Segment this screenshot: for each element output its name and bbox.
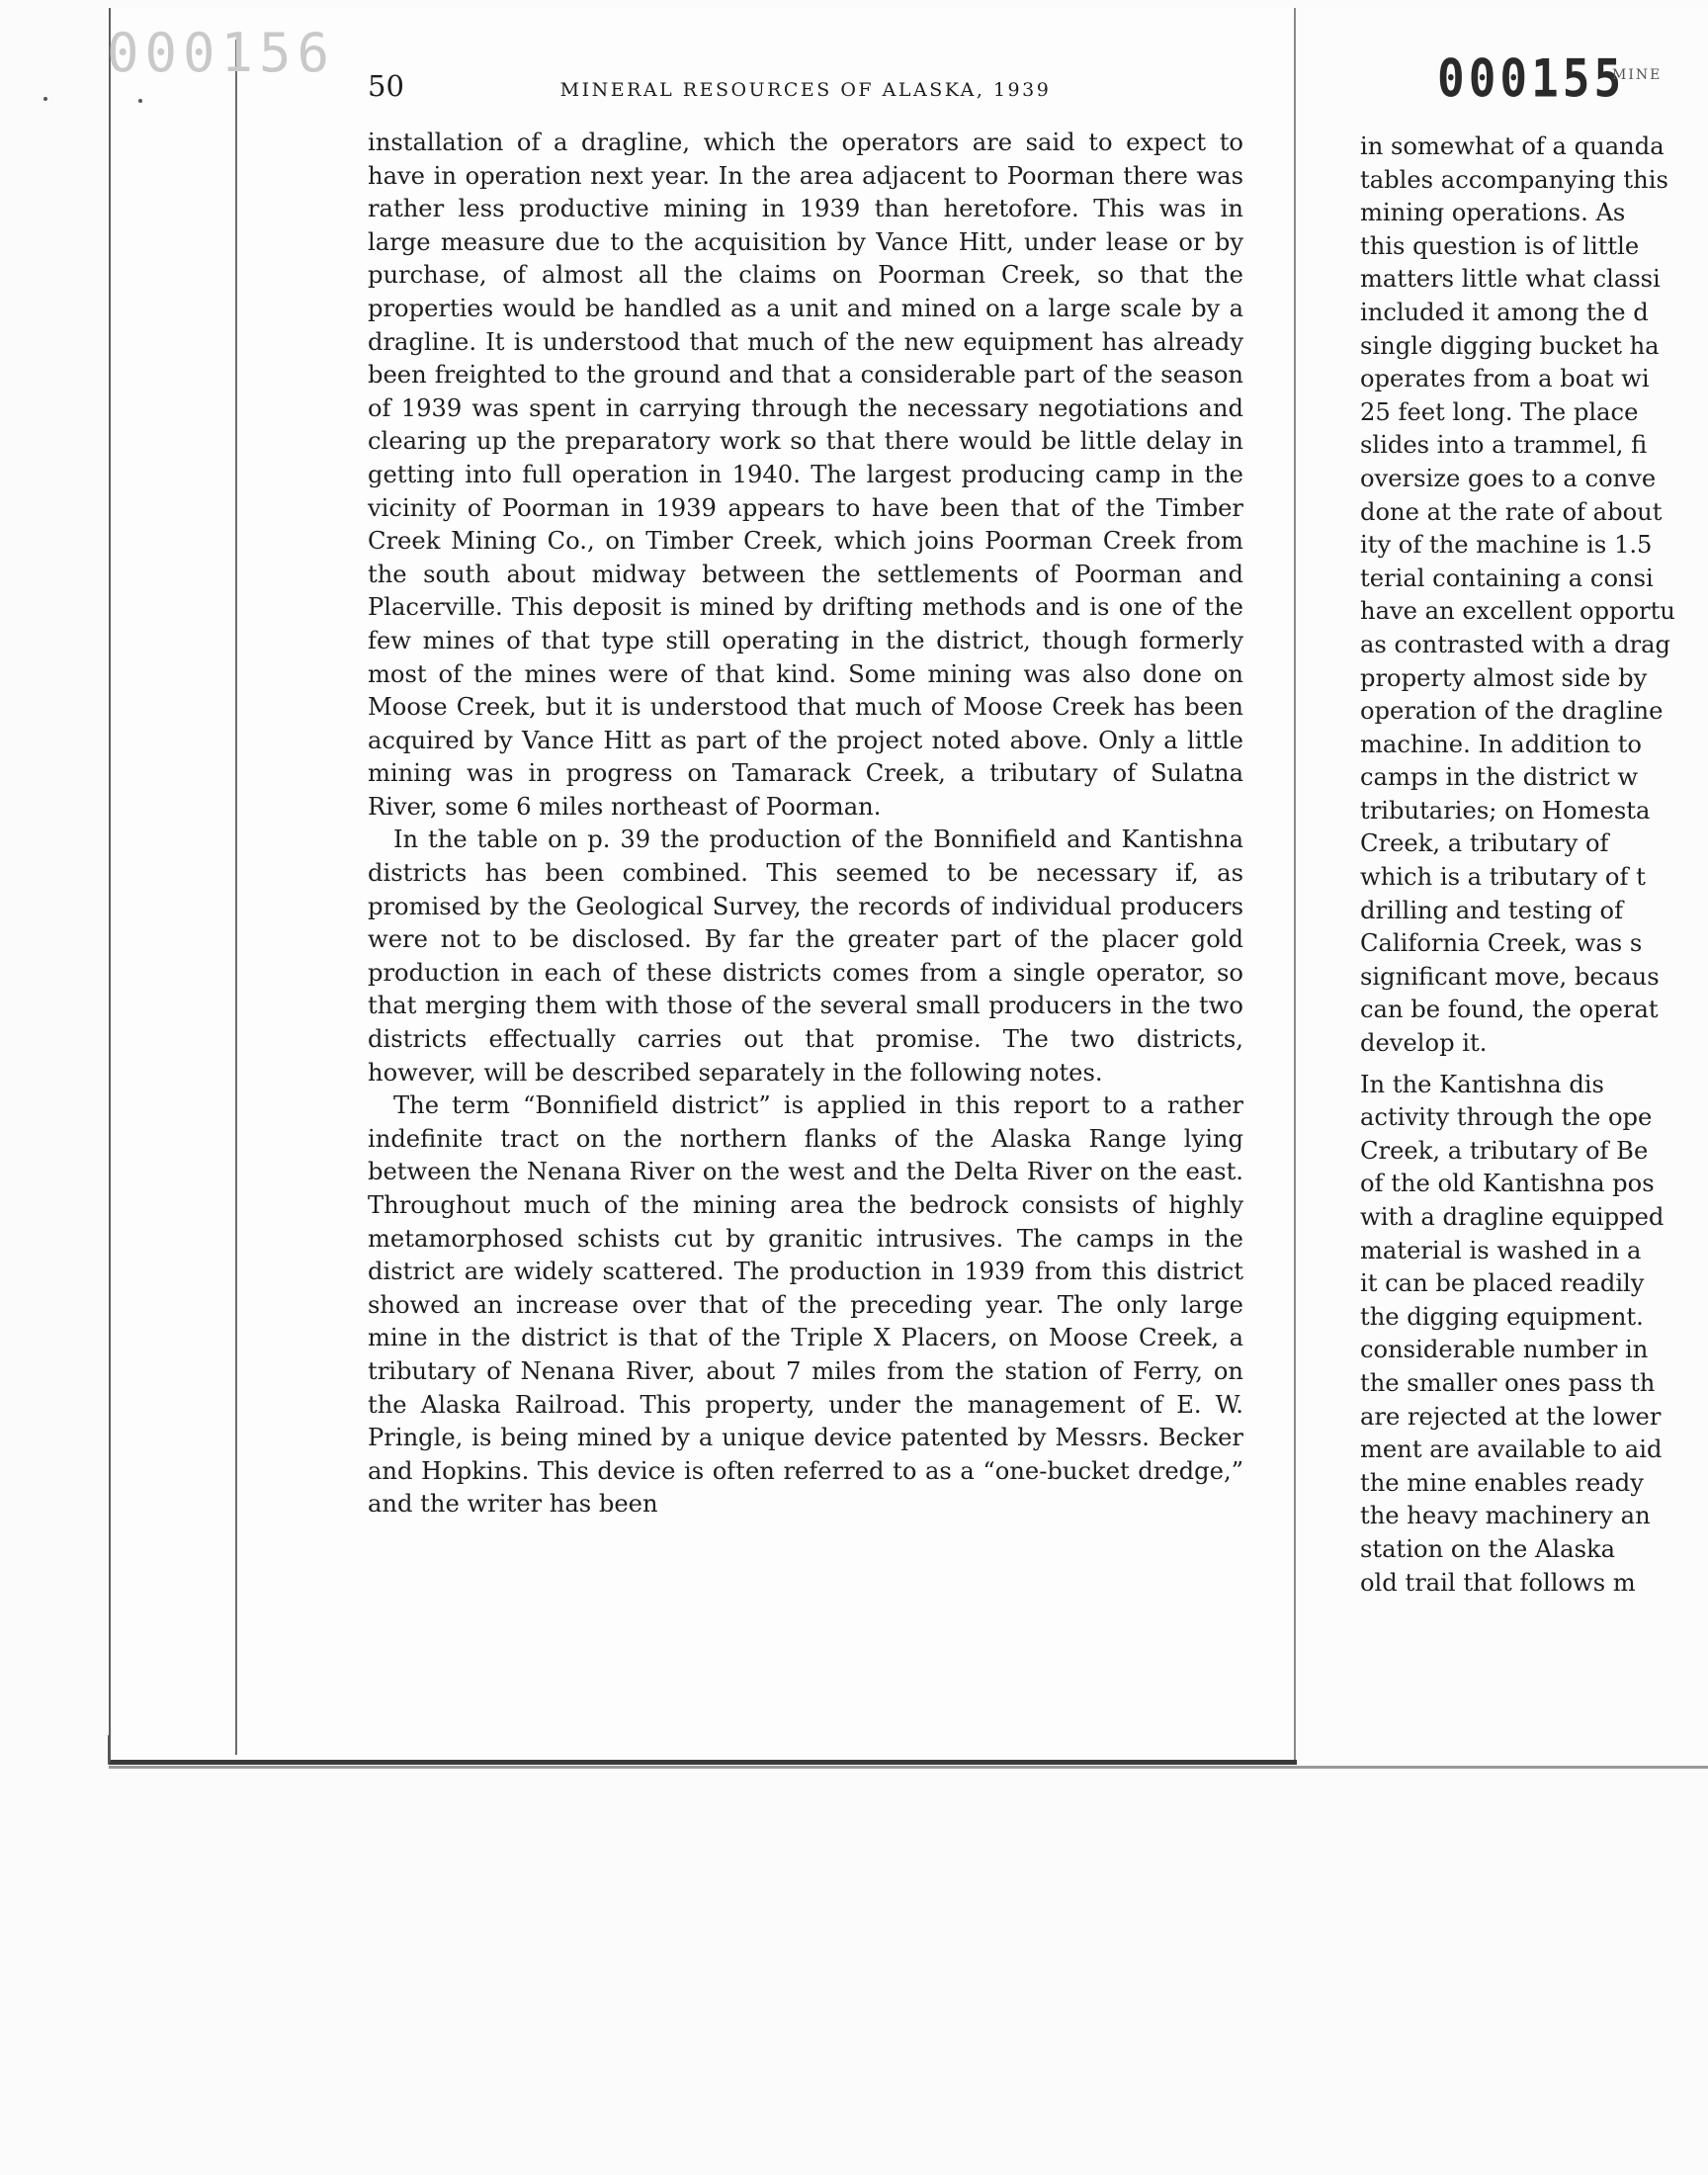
page-number: 50 — [368, 69, 404, 103]
right-page-fragment — [1303, 8, 1708, 1766]
right-text-line: with a dragline equipped — [1360, 1203, 1665, 1231]
right-text-line: slides into a trammel, fi — [1360, 431, 1648, 460]
right-text-line: station on the Alaska — [1360, 1534, 1616, 1563]
right-text-line: operation of the dragline — [1360, 697, 1664, 726]
page-bottom-edge — [109, 1766, 1708, 1769]
right-running-head-fragment: MINE — [1612, 67, 1663, 83]
right-text-line: In the Kantishna dis — [1360, 1070, 1604, 1098]
right-text-line: develop it. — [1360, 1029, 1488, 1058]
paragraph-bonnifield-district: The term “Bonnifield district” is applied in this report to a rather indefinite tract on the northern flanks of the Alaska Range lying between the Nenana River on the west and the Delta River on the east. Throughout much of the mining area the bedrock consists of highly metamorphosed schists cut by granitic intrusives. The camps in the district are widely scattered. The production in 1939 from this district showed an increase over that of the preceding year. The only large mine in the district is that of the Triple X Placers, on Moose Creek, a tributary of Nenana River, about 7 miles from the station of Ferry, on the Alaska Railroad. This property, under the management of E. W. Pringle, is being mined by a unique device patented by Messrs. Becker and Hopkins. This device is often referred to as a “one-bucket dredge,” and the writer has been — [368, 1091, 1243, 1519]
right-text-line: which is a tributary of t — [1360, 863, 1646, 892]
main-text-column — [368, 69, 1243, 1522]
right-text-line: tributaries; on Homesta — [1360, 796, 1651, 825]
right-text-line: considerable number in — [1360, 1336, 1649, 1364]
right-text-line: property almost side by — [1360, 663, 1648, 692]
right-text-line: Creek, a tributary of — [1360, 829, 1609, 858]
right-text-line: ment are available to aid — [1360, 1436, 1663, 1464]
scan-speck — [43, 97, 47, 101]
right-text-line: done at the rate of about — [1360, 497, 1663, 526]
right-text-line: the heavy machinery an — [1360, 1502, 1651, 1530]
right-text-line: Creek, a tributary of Be — [1360, 1136, 1649, 1165]
right-text-line: the smaller ones pass th — [1360, 1368, 1656, 1397]
right-text-line: material is washed in a — [1360, 1236, 1642, 1264]
right-text-line: California Creek, was s — [1360, 929, 1643, 958]
right-text-line: old trail that follows m — [1360, 1568, 1636, 1597]
right-text-line: tables accompanying this — [1360, 165, 1668, 194]
page-border-rule — [235, 40, 237, 1755]
right-text-line: as contrasted with a drag — [1360, 630, 1671, 658]
right-text-line: camps in the district w — [1360, 763, 1639, 792]
right-text-line: of the old Kantishna pos — [1360, 1170, 1655, 1198]
right-text-line: oversize goes to a conve — [1360, 464, 1657, 492]
right-text-line: it can be placed readily — [1360, 1269, 1645, 1298]
right-text-line: this question is of little — [1360, 231, 1640, 260]
right-text-line: operates from a boat wi — [1360, 365, 1650, 393]
right-text-line: activity through the ope — [1360, 1103, 1653, 1132]
faint-stamp-number: 000156 — [107, 22, 336, 84]
right-text-line: terial containing a consi — [1360, 564, 1654, 592]
right-text-line: can be found, the operat — [1360, 996, 1659, 1024]
running-head — [368, 69, 1243, 109]
scan-speck — [108, 1735, 110, 1765]
right-page-lines — [1360, 130, 1708, 1600]
right-text-line: in somewhat of a quanda — [1360, 132, 1665, 160]
scan-speck — [138, 99, 142, 103]
right-text-line: included it among the d — [1360, 298, 1649, 326]
right-text-line: 25 feet long. The place — [1360, 397, 1639, 426]
paragraph-bonnifield-kantishna-table: In the table on p. 39 the production of the Bonnifield and Kantishna districts has been combined. This seemed to be necessary if, as promised by the Geological Survey, the records of individual producers were not to be disclosed. By far the greater part of the placer gold production in each of these districts comes from a single operator, so that merging them with those of the several small producers in the two districts effectually carries out that promise. The two districts, however, will be described separately in the following notes. — [368, 826, 1243, 1087]
right-text-line: matters little what classi — [1360, 265, 1661, 294]
right-text-line: have an excellent opportu — [1360, 597, 1675, 626]
right-text-line: the mine enables ready — [1360, 1468, 1644, 1497]
right-text-line: mining operations. As — [1360, 199, 1626, 227]
right-text-line: ity of the machine is 1.5 — [1360, 531, 1653, 560]
right-text-line: significant move, becaus — [1360, 962, 1660, 991]
page-fold-rule — [1294, 8, 1296, 1760]
right-text-line: single digging bucket ha — [1360, 331, 1660, 360]
right-text-line: machine. In addition to — [1360, 730, 1642, 758]
right-text-line: are rejected at the lower — [1360, 1402, 1662, 1431]
right-text-line: drilling and testing of — [1360, 896, 1624, 924]
paragraph-poorman: installation of a dragline, which the operators are said to expect to have in operation next year. In the area adjacent to Poorman there was rather less productive mining in 1939 than heretofore. This was in large measure due to the acquisition by Vance Hitt, under lease or by purchase, of almost all the claims on Poorman Creek, so that the properties would be handled as a unit and mined on a large scale by a dragline. It is understood that much of the new equipment has already been freighted to the ground and that a considerable part of the season of 1939 was spent in carrying through the necessary negotiations and clearing up the preparatory work so that there would be little delay in getting into full operation in 1940. The largest producing camp in the vicinity of Poorman in 1939 appears to have been that of the Timber Creek Mining Co., on Timber Creek, which joins Poorman Creek from the south about midway between the settlements of Poorman and Placerville. This deposit is mined by drifting methods and is one of the few mines of that type still operating in the district, though formerly most of the mines were of that kind. Some mining was also done on Moose Creek, but it is understood that much of Moose Creek has been acquired by Vance Hitt as part of the project noted above. Only a little mining was in progress on Tamarack Creek, a tributary of Sulatna River, some 6 miles northeast of Poorman. — [368, 129, 1243, 821]
running-head-title: MINERAL RESOURCES OF ALASKA, 1939 — [559, 79, 1052, 101]
stamp-number: 000155 — [1437, 47, 1626, 110]
right-text-line: the digging equipment. — [1360, 1302, 1644, 1331]
